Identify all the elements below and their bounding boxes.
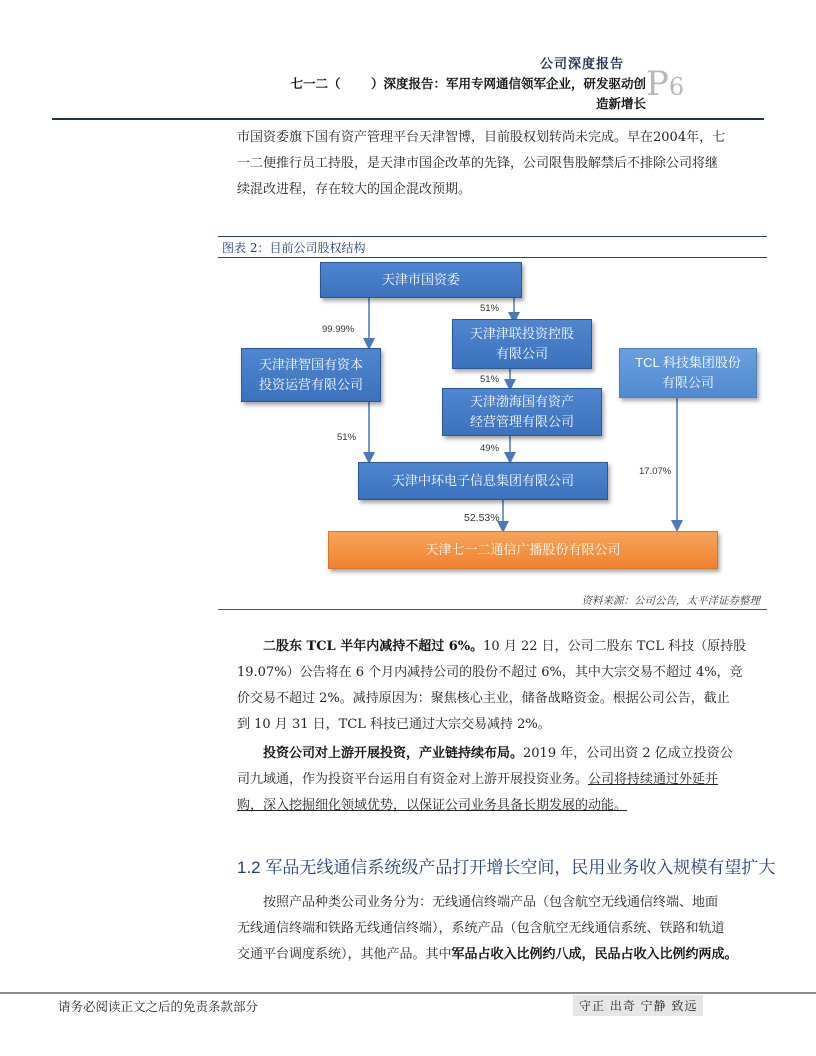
node-tianjin-sasac <box>320 262 522 298</box>
report-title-line1: 七一二（ ）深度报告：军用专网通信领军企业，研发驱动创 <box>290 76 646 91</box>
tcl-reduction-paragraph <box>237 634 759 738</box>
node-label: TCL 科技集团股份 有限公司 <box>635 355 741 390</box>
para-lead: 二股东 TCL 半年内减持不超过 6%。 <box>263 639 484 654</box>
pct-jinzhi-zhonghuan: 51% <box>337 432 357 443</box>
intro-line: 续混改进程，存在较大的国企混改预期。 <box>237 182 472 197</box>
node-jinzhi-capital <box>241 348 381 402</box>
footer-divider <box>0 992 816 994</box>
intro-line: 市国资委旗下国有资产管理平台天津智博，目前股权划转尚未完成。早在2004年，七 <box>237 130 726 145</box>
products-paragraph <box>237 890 759 968</box>
para-emphasis: 军品占收入比例约八成，民品占收入比例约两成。 <box>451 947 738 962</box>
node-712-company <box>328 531 718 569</box>
node-jinlian-holding <box>452 319 592 369</box>
figure-bottom-rule <box>218 609 767 610</box>
para-line: 交通平台调度系统），其他产品。其中军品占收入比例约八成，民品占收入比例约两成。 <box>237 947 738 962</box>
report-title-line2: 造新增长 <box>595 96 646 111</box>
footer-disclaimer: 请务必阅读正文之后的免责条款部分 <box>58 999 259 1014</box>
para-line: 二股东 TCL 半年内减持不超过 6%。10 月 22 日，公司二股东 TCL 科技（原持股 <box>263 639 747 654</box>
node-zhonghuan-group <box>358 462 608 500</box>
pct-jinlian-bohai: 51% <box>480 374 500 385</box>
para-line: 投资公司对上游开展投资，产业链持续布局。2019 年，公司出资 2 亿成立投资公 <box>263 746 733 761</box>
node-label: 天津七一二通信广播股份有限公司 <box>425 542 621 557</box>
node-tcl-technology <box>619 348 757 398</box>
figure-source: 资料来源：公司公告，太平洋证券整理 <box>581 595 760 607</box>
para-lead: 投资公司对上游开展投资，产业链持续布局。 <box>263 746 524 761</box>
intro-line: 一二便推行员工持股，是天津市国企改革的先锋，公司限售股解禁后不排除公司将继 <box>237 156 719 171</box>
page-digit: 6 <box>668 73 685 101</box>
report-type-label: 公司深度报告 <box>540 57 625 72</box>
pct-sasac-jinlian: 51% <box>480 303 500 314</box>
node-label: 天津津联投资控股 有限公司 <box>469 326 574 361</box>
pct-sasac-jinzhi: 99.99% <box>322 324 355 335</box>
para-line: 按照产品种类公司业务分为：无线通信终端产品（包含航空无线通信终端、地面 <box>263 895 719 910</box>
figure-caption: 图表 2：目前公司股权结构 <box>222 241 366 255</box>
para-line: 无线通信终端和铁路无线通信终端），系统产品（包含航空无线通信系统、铁路和轨道 <box>237 921 725 936</box>
investment-paragraph <box>237 741 759 819</box>
footer-motto: 守正 出奇 宁静 致远 <box>573 995 703 1016</box>
underlined-text: 公司将持续通过外延并 <box>588 772 719 787</box>
para-line <box>237 793 759 819</box>
page-letter: P <box>646 64 669 104</box>
node-label: 天津渤海国有资产 经营管理有限公司 <box>469 394 574 429</box>
section-heading: 1.2 军品无线通信系统级产品打开增长空间，民用业务收入规模有望扩大 <box>237 858 776 877</box>
para-line: 价交易不超过 2%。减持原因为：聚焦核心主业，储备战略资金。根据公司公告，截止 <box>237 691 730 706</box>
para-line: 到 10 月 31 日，TCL 科技已通过大宗交易减持 2%。 <box>237 717 551 732</box>
node-label: 天津市国资委 <box>381 272 460 287</box>
node-bohai-state-asset <box>442 388 602 436</box>
para-line: 19.07%）公告将在 6 个月内减持公司的股份不超过 6%，其中大宗交易不超过 4%，竞 <box>237 665 743 680</box>
pct-bohai-zhonghuan: 49% <box>480 443 500 454</box>
node-label: 天津中环电子信息集团有限公司 <box>391 473 574 488</box>
node-label: 天津津智国有资本 投资运营有限公司 <box>258 357 363 392</box>
underlined-text: 购，深入挖掘细化领域优势，以保证公司业务具备长期发展的动能。 <box>237 798 628 813</box>
pct-tcl-company: 17.07% <box>639 466 672 477</box>
pct-zhonghuan-company: 52.53% <box>464 512 500 524</box>
para-line: 司九域通，作为投资平台运用自有资金对上游开展投资业务。公司将持续通过外延并 <box>237 772 719 787</box>
